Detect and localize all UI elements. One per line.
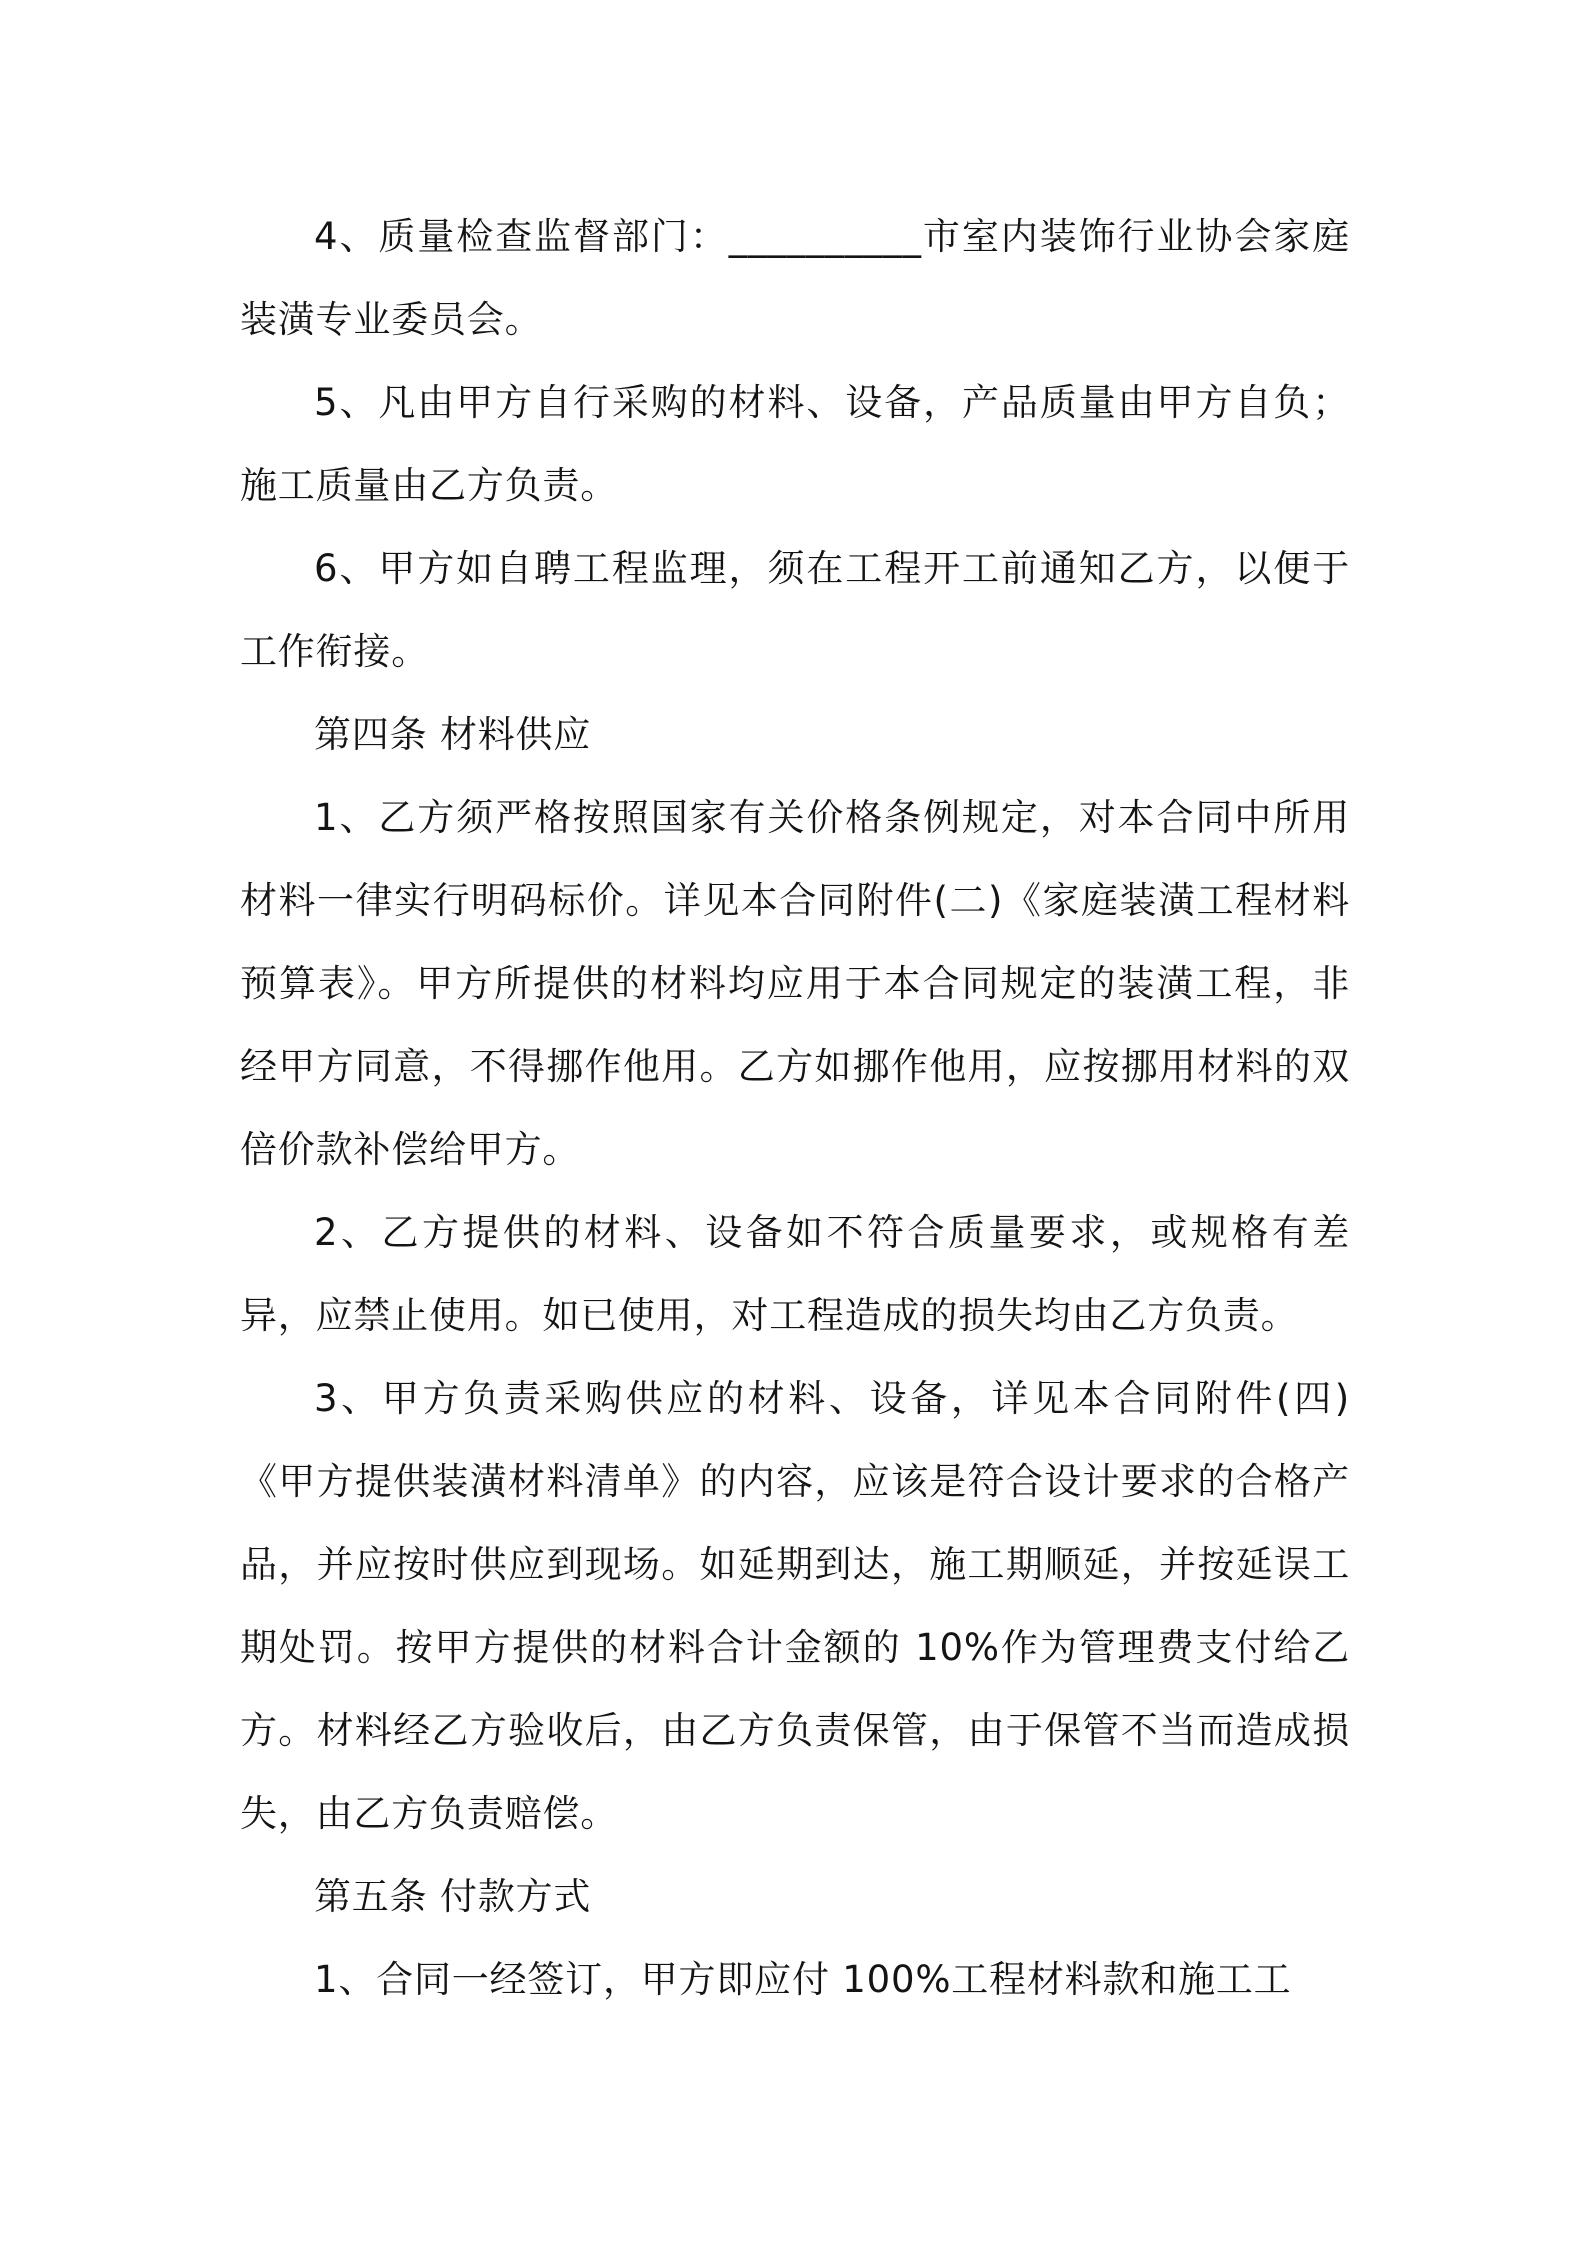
article-5-clause-1: 1、合同一经签订，甲方即应付 100%工程材料款和施工工 [314,1958,1292,2001]
document-body [240,195,1350,2021]
article-4-clause-2: 2、乙方提供的材料、设备如不符合质量要求，或规格有差异，应禁止使用。如已使用，对工程造成的损失均由乙方负责。 [240,1211,1350,1337]
article-5-heading: 第五条 付款方式 [314,1875,592,1918]
clause-owner-procured-materials: 5、凡由甲方自行采购的材料、设备，产品质量由甲方自负；施工质量由乙方负责。 [240,381,1350,507]
clause-project-supervisor: 6、甲方如自聘工程监理，须在工程开工前通知乙方，以便于工作衔接。 [240,547,1350,673]
article-4-clause-3: 3、甲方负责采购供应的材料、设备，详见本合同附件(四)《甲方提供装潢材料清单》的内容，应该是符合设计要求的合格产品，并应按时供应到现场。如延期到达，施工期顺延，并按延误工期处罚。按甲方提供的材料合计金额的 10%作为管理费支付给乙方。材料经乙方验收后，由乙方负责保管，由于保管不当而造成损失，由乙方负责赔偿。 [240,1377,1350,1835]
clause-quality-supervision: 4、质量检查监督部门：__________市室内装饰行业协会家庭装潢专业委员会。 [240,215,1350,341]
article-4-heading: 第四条 材料供应 [314,713,592,756]
article-4-clause-1: 1、乙方须严格按照国家有关价格条例规定，对本合同中所用材料一律实行明码标价。详见本合同附件(二)《家庭装潢工程材料预算表》。甲方所提供的材料均应用于本合同规定的装潢工程，非经甲方同意，不得挪作他用。乙方如挪作他用，应按挪用材料的双倍价款补偿给甲方。 [240,796,1350,1171]
